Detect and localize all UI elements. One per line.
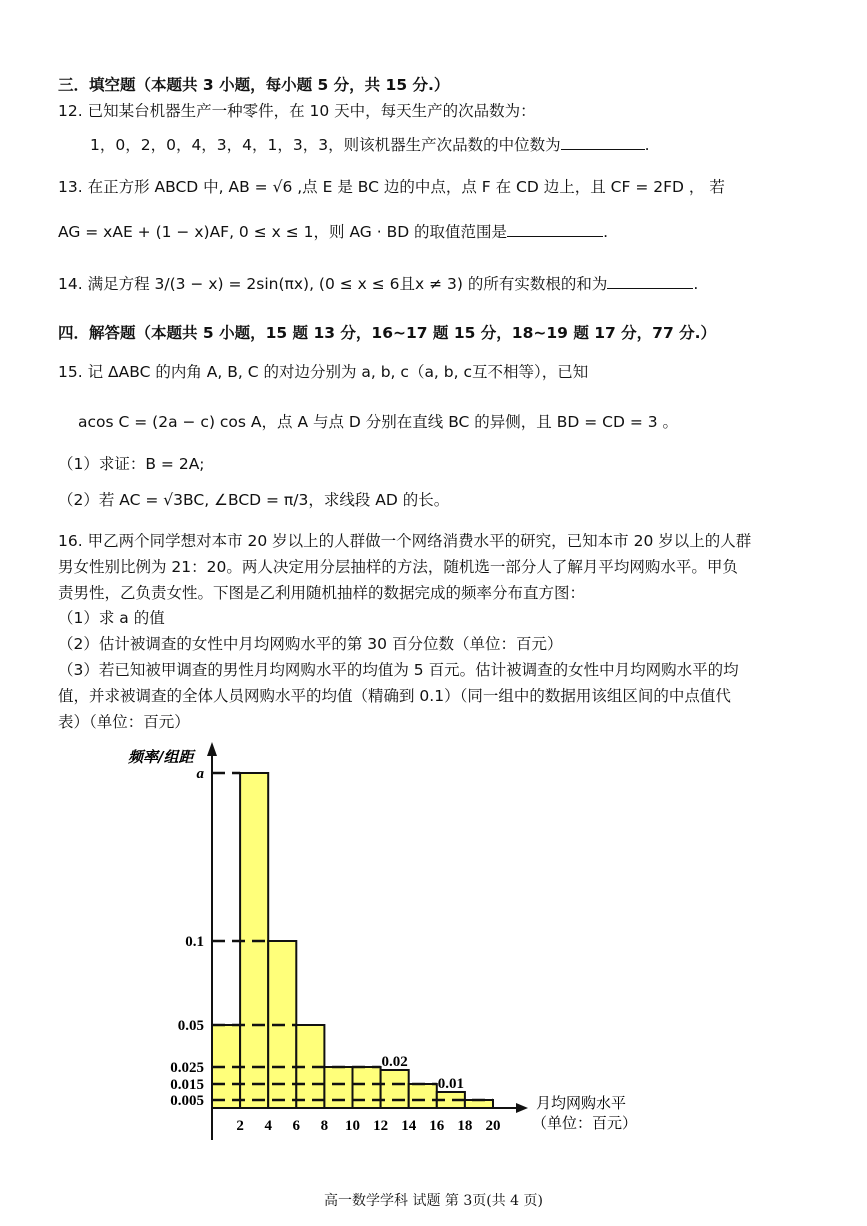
x-tick-label: 18 <box>457 1118 473 1134</box>
y-tick-label: 0.05 <box>177 1018 204 1034</box>
x-tick-label: 16 <box>429 1118 445 1134</box>
q16-part1: （1）求 a 的值 <box>58 609 165 627</box>
histogram-bar <box>409 1084 437 1108</box>
section4-title: 四．解答题（本题共 5 小题，15 题 13 分，16~17 题 15 分，18~19 题 17 分，77 分.） <box>58 324 717 342</box>
q13-line1: 13. 在正方形 ABCD 中, AB = √6 ,点 E 是 BC 边的中点，点 F 在 CD 边上，且 CF = 2FD ， 若 <box>58 178 725 196</box>
y-tick-label: 0.025 <box>170 1060 204 1076</box>
q13-line2: AG = xAE + (1 − x)AF, 0 ≤ x ≤ 1，则 AG · BD 的取值范围是 . <box>58 223 608 241</box>
q15-part1: （1）求证：B = 2A; <box>58 455 205 473</box>
y-tick-label: 0.1 <box>185 934 204 950</box>
q12-line1: 12. 已知某台机器生产一种零件，在 10 天中，每天生产的次品数为： <box>58 102 536 120</box>
histogram-bar <box>353 1067 381 1108</box>
q12-line2: 1，0，2，0，4，3，4，1，3，3，则该机器生产次品数的中位数为 . <box>90 136 650 154</box>
x-axis-arrow <box>516 1103 528 1113</box>
x-tick-label: 12 <box>373 1118 389 1134</box>
x-tick-label: 6 <box>292 1118 301 1134</box>
x-axis-title: 月均网购水平 <box>536 1094 627 1112</box>
q16-part2: （2）估计被调查的女性中月均网购水平的第 30 百分位数（单位：百元） <box>58 635 563 653</box>
q16-part3-line3: 表）（单位：百元） <box>58 713 190 731</box>
q12-text: 1，0，2，0，4，3，4，1，3，3，则该机器生产次品数的中位数为 <box>90 136 561 154</box>
q16-line1: 16. 甲乙两个同学想对本市 20 岁以上的人群做一个网络消费水平的研究，已知本市 20 岁以上的人群 <box>58 532 752 550</box>
bar-value-label: 0.01 <box>437 1076 464 1092</box>
q16-part3-line1: （3）若已知被甲调查的男性月均网购水平的均值为 5 百元。估计被调查的女性中月均网购水平的均 <box>58 661 739 679</box>
q13-text: AG = xAE + (1 − x)AF, 0 ≤ x ≤ 1，则 AG · BD 的取值范围是 <box>58 223 508 241</box>
y-tick-label: a <box>196 766 204 782</box>
x-tick-label: 2 <box>236 1118 244 1134</box>
x-tick-label: 10 <box>345 1118 360 1134</box>
q15-line1: 15. 记 ΔABC 的内角 A, B, C 的对边分别为 a, b, c（a, b, c互不相等），已知 <box>58 363 589 381</box>
q14-line: 14. 满足方程 3/(3 − x) = 2sin(πx), (0 ≤ x ≤ 6且x ≠ 3) 的所有实数根的和为 . <box>58 275 699 293</box>
q16-line2: 男女性别比例为 21：20。两人决定用分层抽样的方法，随机选一部分人了解月平均网购水平。甲负 <box>58 558 738 576</box>
section3-title: 三．填空题（本题共 3 小题，每小题 5 分，共 15 分.） <box>58 76 450 94</box>
x-tick-label: 8 <box>320 1118 329 1134</box>
histogram-bar <box>324 1067 352 1108</box>
y-tick-label: 0.015 <box>170 1077 204 1093</box>
q15-part2: （2）若 AC = √3BC, ∠BCD = π/3，求线段 AD 的长。 <box>58 491 450 509</box>
page-footer: 高一数学学科 试题 第 3页(共 4 页) <box>324 1193 543 1209</box>
q16-part3-line2: 值，并求被调查的全体人员网购水平的均值（精确到 0.1）（同一组中的数据用该组区间的中点值代 <box>58 687 731 705</box>
q15-line2: acos C = (2a − c) cos A，点 A 与点 D 分别在直线 BC 的异侧，且 BD = CD = 3 。 <box>78 413 679 431</box>
q16-line3: 责男性，乙负责女性。下图是乙利用随机抽样的数据完成的频率分布直方图： <box>58 584 586 602</box>
x-tick-label: 14 <box>401 1118 417 1134</box>
x-tick-label: 4 <box>264 1118 272 1134</box>
x-tick-label: 20 <box>485 1118 501 1134</box>
q14-text: 14. 满足方程 3/(3 − x) = 2sin(πx), (0 ≤ x ≤ 6且x ≠ 3) 的所有实数根的和为 <box>58 275 608 293</box>
histogram-bar <box>381 1070 409 1108</box>
y-axis-title: 频率/组距 <box>128 748 194 766</box>
y-axis-arrow <box>207 742 217 756</box>
bar-value-label: 0.02 <box>381 1054 408 1070</box>
y-tick-label: 0.005 <box>170 1093 204 1109</box>
x-axis-unit: （单位：百元） <box>532 1114 638 1132</box>
